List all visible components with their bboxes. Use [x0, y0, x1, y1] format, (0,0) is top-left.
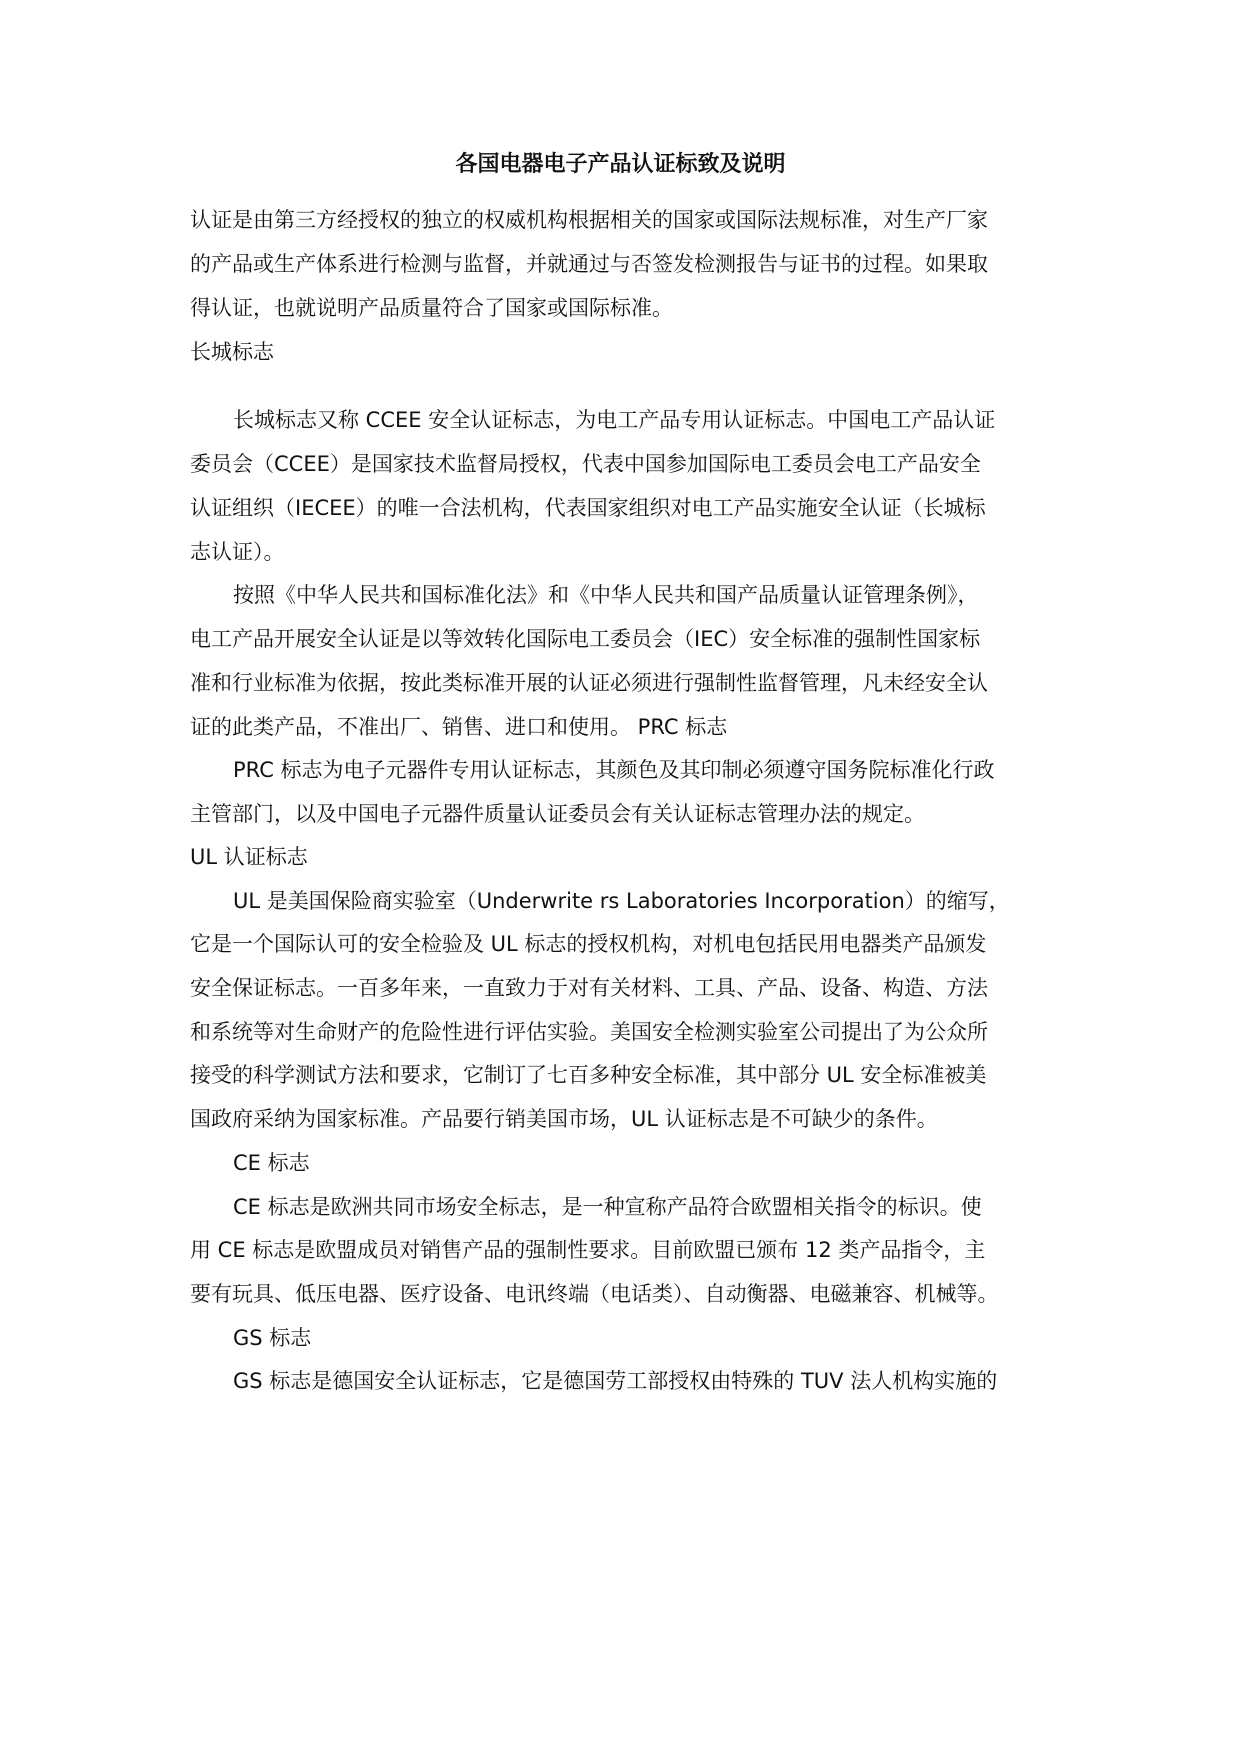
paragraph-line: 安全保证标志。一百多年来，一直致力于对有关材料、工具、产品、设备、构造、方法 [190, 976, 988, 1000]
intro-line: 认证是由第三方经授权的独立的权威机构根据相关的国家或国际法规标准，对生产厂家 [190, 208, 988, 232]
document-title: 各国电器电子产品认证标致及说明 [455, 152, 786, 177]
section-heading-ul: UL 认证标志 [190, 845, 308, 869]
paragraph-line: 要有玩具、低压电器、医疗设备、电讯终端（电话类）、自动衡器、电磁兼容、机械等。 [190, 1282, 999, 1306]
paragraph-line: 它是一个国际认可的安全检验及 UL 标志的授权机构，对机电包括民用电器类产品颁发 [190, 932, 987, 956]
paragraph-line: 证的此类产品，不准出厂、销售、进口和使用。 PRC 标志 [190, 715, 728, 739]
paragraph-line: 电工产品开展安全认证是以等效转化国际电工委员会（IEC）安全标准的强制性国家标 [190, 627, 981, 651]
paragraph-line: CE 标志是欧洲共同市场安全标志，是一种宣称产品符合欧盟相关指令的标识。使 [233, 1195, 982, 1219]
intro-line: 得认证，也就说明产品质量符合了国家或国际标准。 [190, 296, 673, 320]
paragraph-line: 长城标志又称 CCEE 安全认证标志，为电工产品专用认证标志。中国电工产品认证 [233, 408, 996, 432]
paragraph-line: 志认证）。 [190, 540, 285, 564]
intro-line: 的产品或生产体系进行检测与监督，并就通过与否签发检测报告与证书的过程。如果取 [190, 252, 988, 276]
paragraph-line: 用 CE 标志是欧盟成员对销售产品的强制性要求。目前欧盟已颁布 12 类产品指令，主 [190, 1238, 986, 1262]
paragraph-line: 按照《中华人民共和国标准化法》和《中华人民共和国产品质量认证管理条例》， [233, 583, 979, 607]
paragraph-line: 主管部门，以及中国电子元器件质量认证委员会有关认证标志管理办法的规定。 [190, 802, 925, 826]
paragraph-line: 准和行业标准为依据，按此类标准开展的认证必须进行强制性监督管理，凡未经安全认 [190, 671, 988, 695]
section-heading-ce: CE 标志 [233, 1151, 310, 1175]
paragraph-line: GS 标志是德国安全认证标志，它是德国劳工部授权由特殊的 TUV 法人机构实施的 [233, 1369, 998, 1393]
section-heading-gs: GS 标志 [233, 1326, 312, 1350]
paragraph-line: 和系统等对生命财产的危险性进行评估实验。美国安全检测实验室公司提出了为公众所 [190, 1020, 988, 1044]
paragraph-line: PRC 标志为电子元器件专用认证标志，其颜色及其印制必须遵守国务院标准化行政 [233, 758, 995, 782]
paragraph-line: UL 是美国保险商实验室（Underwrite rs Laboratories Incorporation）的缩写， [233, 889, 1010, 913]
section-heading-great-wall: 长城标志 [190, 340, 274, 364]
paragraph-line: 委员会（CCEE）是国家技术监督局授权，代表中国参加国际电工委员会电工产品安全 [190, 452, 981, 476]
paragraph-line: 国政府采纳为国家标准。产品要行销美国市场，UL 认证标志是不可缺少的条件。 [190, 1107, 938, 1131]
paragraph-line: 认证组织（IECEE）的唯一合法机构，代表国家组织对电工产品实施安全认证（长城标 [190, 496, 986, 520]
paragraph-line: 接受的科学测试方法和要求，它制订了七百多种安全标准，其中部分 UL 安全标准被美 [190, 1063, 987, 1087]
